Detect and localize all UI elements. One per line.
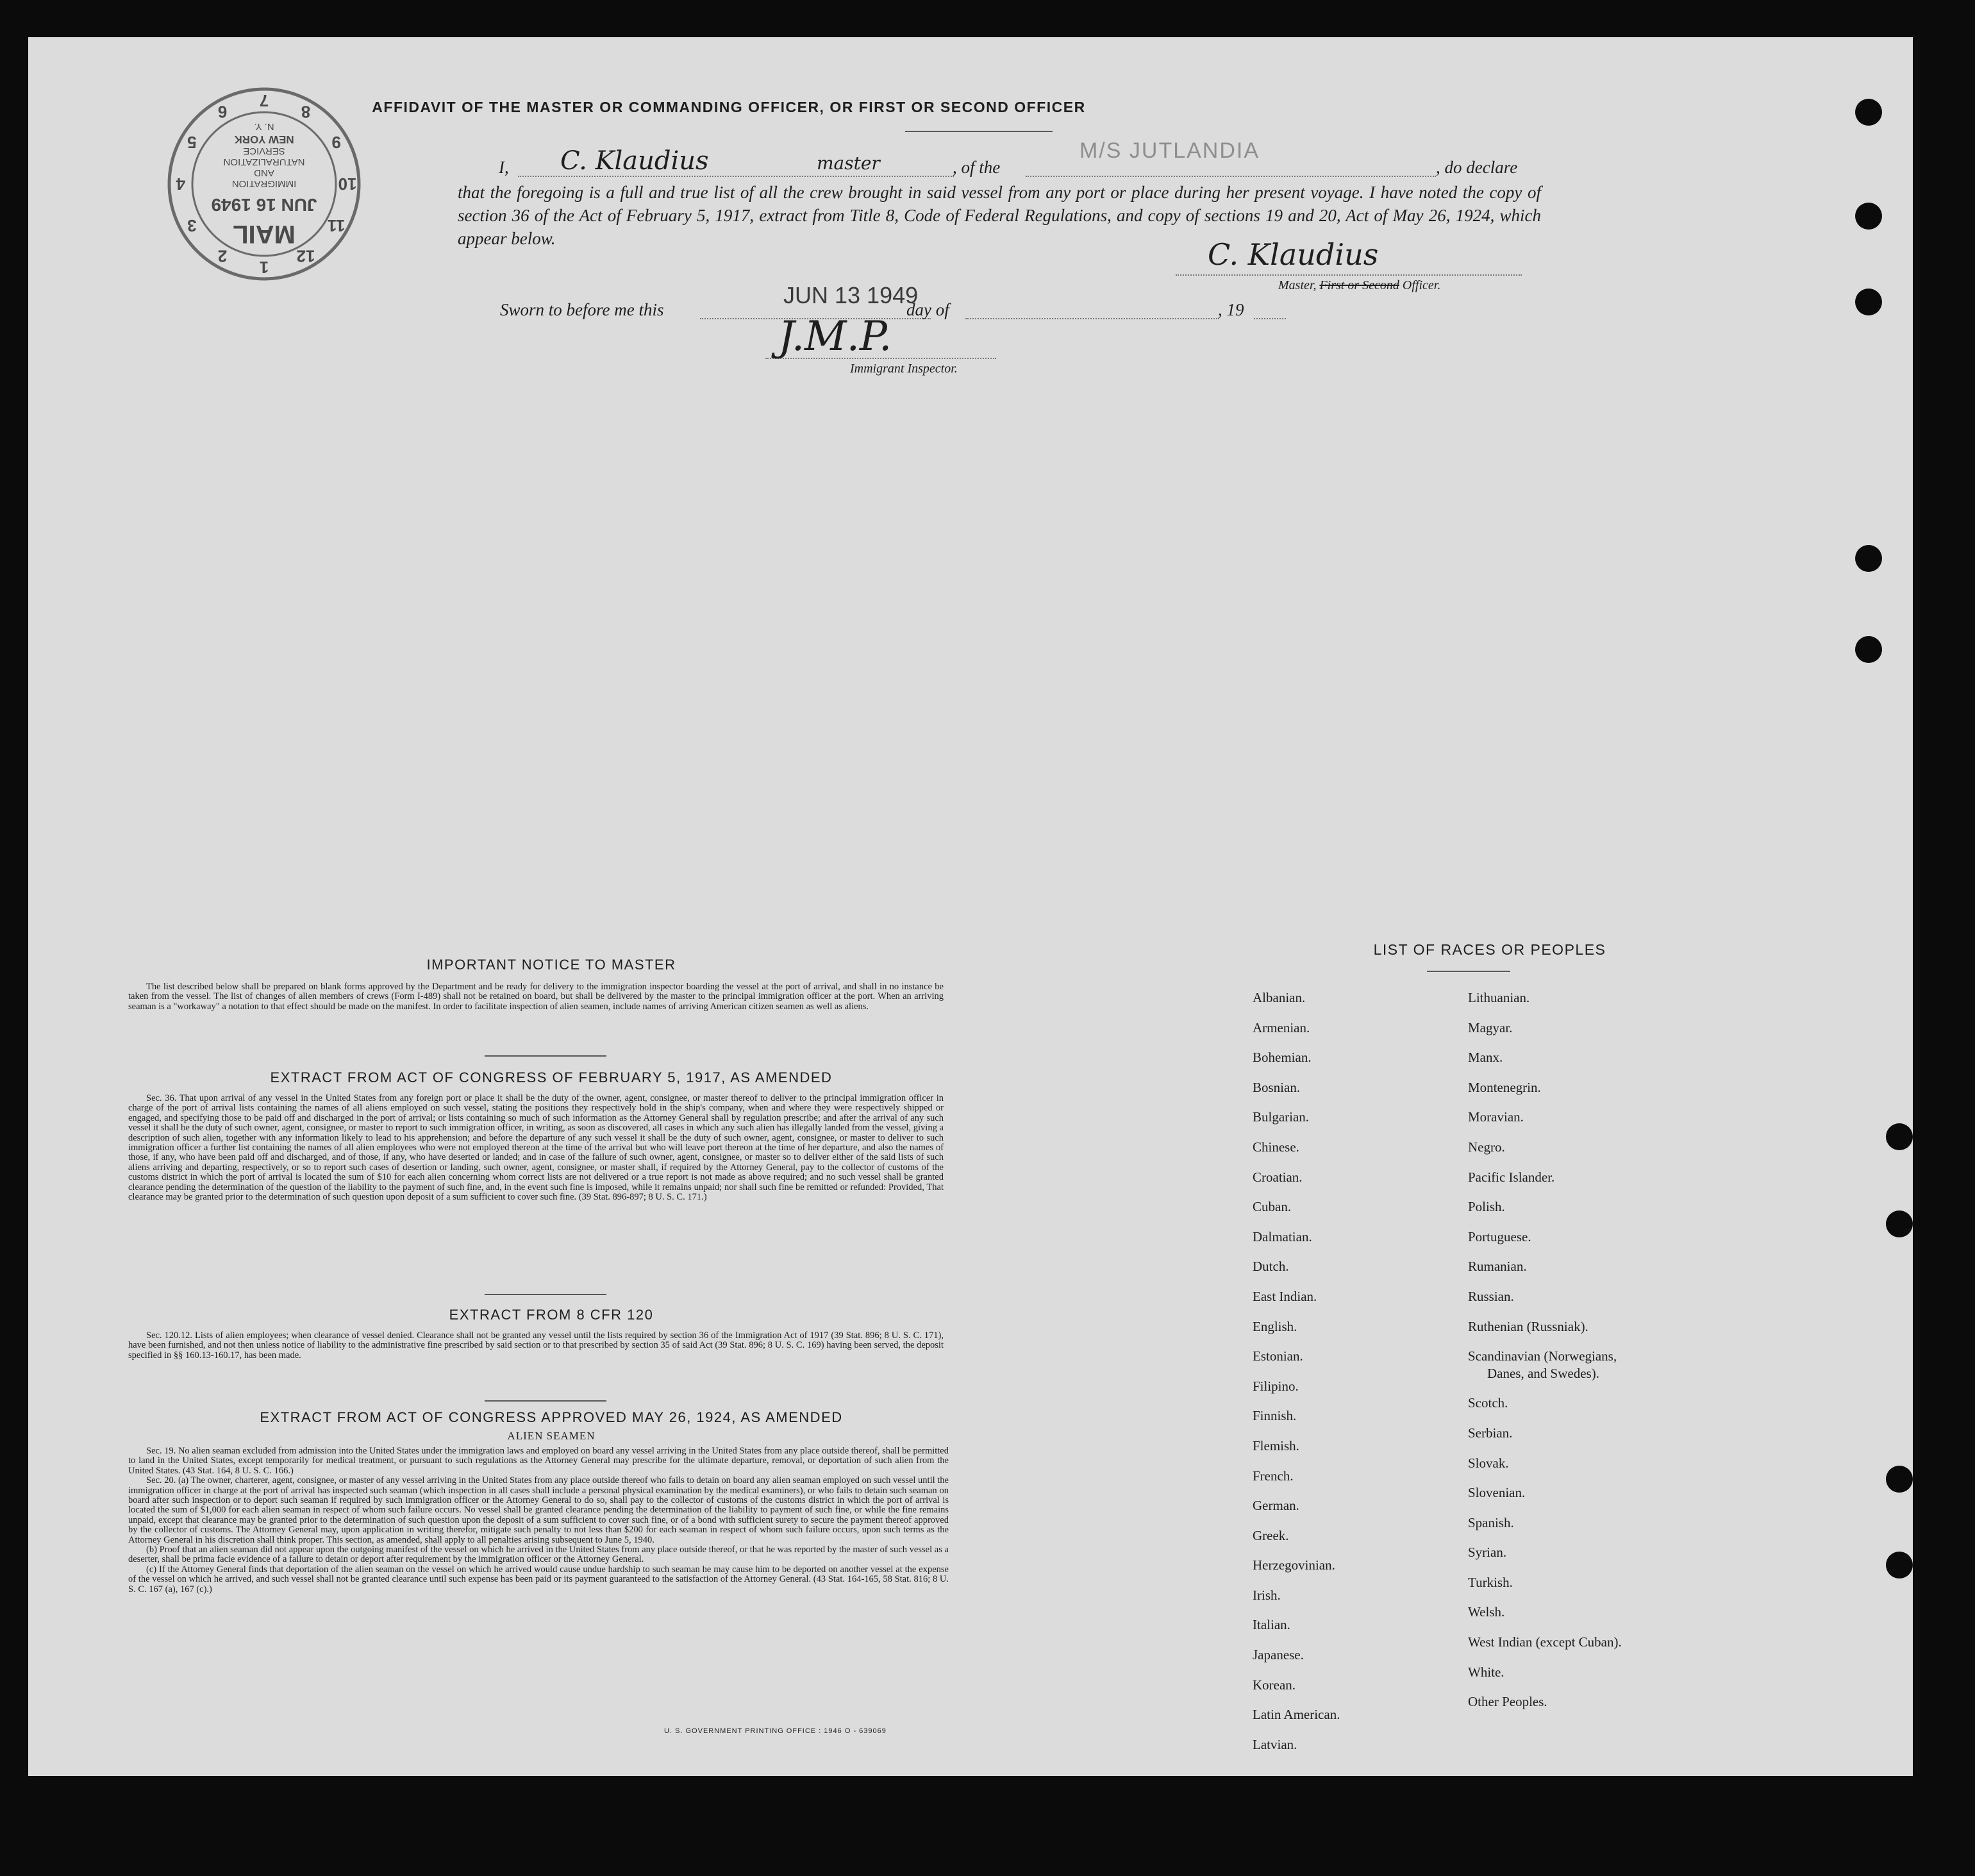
race-item: Armenian. bbox=[1253, 1019, 1310, 1035]
race-item: Herzegovinian. bbox=[1253, 1557, 1335, 1573]
race-item: Estonian. bbox=[1253, 1348, 1303, 1364]
divider bbox=[485, 1055, 606, 1057]
race-item: Spanish. bbox=[1468, 1514, 1514, 1530]
punch-hole bbox=[1886, 1466, 1913, 1493]
race-item: Polish. bbox=[1468, 1199, 1505, 1215]
punch-hole bbox=[1886, 1123, 1913, 1150]
sec-20a: Sec. 20. (a) The owner, charterer, agent, consignee, or master of any vessel arriving in the United States from any place outside thereof who fails to detain on board any alien seaman employed on such vessel until the immigration officer in charge at the port of arrival has inspected such seaman (which inspection in all cases shall include a personal physical examination by the medical examiners), or who fails to detain such seaman on board after such inspection or to deport such seaman if required by such immigration officer or the Attorney General to do so, shall pay to the collector of customs of the customs district in which the port of arrival is located the sum of $1,000 for each alien seaman in respect of whom such failure occurs. No vessel shall be granted clearance pending the determination of the liability to payment of such fine, or while the fine remains unpaid, except that clearance may be granted prior to the determination of such question upon the deposit of a sum sufficient to cover such fine, or of a bond with sufficient surety to secure the payment thereof approved by the collector of customs. The Attorney General may, upon application in writing therefor, mitigate such penalty to not less than $200 for each seaman in respect of whom such failure occurs, upon such terms as the Attorney General in his discretion shall think proper. This section, as amended, shall apply to all penalties arising subsequent to June 5, 1940. bbox=[128, 1475, 949, 1545]
race-item: Filipino. bbox=[1253, 1378, 1299, 1394]
extract-1917-title: EXTRACT FROM ACT OF CONGRESS OF FEBRUARY 5, 1917, AS AMENDED bbox=[270, 1069, 833, 1085]
race-item: Russian. bbox=[1468, 1288, 1514, 1304]
race-item: English. bbox=[1253, 1318, 1297, 1334]
race-item: Turkish. bbox=[1468, 1574, 1513, 1590]
races-title: LIST OF RACES OR PEOPLES bbox=[1373, 941, 1606, 958]
stamp-date: JUN 16 1949 bbox=[211, 195, 317, 215]
punch-hole bbox=[1855, 636, 1882, 663]
race-item: Bosnian. bbox=[1253, 1079, 1301, 1095]
race-item: Korean. bbox=[1253, 1677, 1296, 1693]
punch-hole bbox=[1855, 545, 1882, 572]
stamp-line: IMMIGRATION bbox=[231, 178, 297, 189]
race-item: Moravian. bbox=[1468, 1109, 1524, 1125]
sec-19: Sec. 19. No alien seaman excluded from admission into the United States under the immigration laws and employed on board any vessel arriving in the United States from any place outside thereof, shall be permitted to land in the United States, except temporarily for medical treatment, or pursuant to such regulations as the Attorney General may prescribe for the ultimate departure, removal, or deportation of such alien from the United States. (43 Stat. 164, 8 U. S. C. 166.) bbox=[128, 1446, 949, 1476]
stamp-ring-number: 4 bbox=[176, 174, 186, 194]
month-field-line bbox=[965, 318, 1219, 319]
race-item: Syrian. bbox=[1468, 1545, 1507, 1561]
race-item: Danes, and Swedes). bbox=[1487, 1365, 1599, 1381]
punch-hole bbox=[1855, 99, 1882, 126]
stamp-city: NEW YORK bbox=[234, 133, 294, 146]
punch-hole bbox=[1886, 1552, 1913, 1579]
race-item: Montenegrin. bbox=[1468, 1079, 1541, 1095]
stamp-ring-number: 3 bbox=[187, 216, 197, 235]
stamp-ring-number: 7 bbox=[259, 91, 269, 110]
stamp-ring-number: 2 bbox=[217, 246, 228, 266]
extract-1917-body: Sec. 36. That upon arrival of any vessel in the United States from any foreign port or place it shall be the duty of the owner, agent, consignee, or master thereof to deliver to the principal immigration officer in charge of the port of arrival lists containing the names of all aliens employed on such vessel, stating the positions they respectively hold in the ship's company, when and where they were respectively shipped or engaged, and specifying those to be paid off and discharged in the port of arrival; or lists containing so much of such information as the Attorney General shall by regulation prescribe; and after the arrival of any such vessel it shall be the duty of such owner, agent, consignee, or master to report to such immigration officer, in writing, as soon as discovered, all cases in which any such alien has illegally landed from the vessel, giving a description of such alien, together with any information likely to lead to his apprehension; and before the departure of any such vessel it shall be the duty of such owner, agent, consignee, or master to deliver to such immigration officer a further list containing the names of all alien employees who were not employed thereon at the time of the arrival but who will leave port thereon at the time of her departure, and also the names of those, if any, who have been paid off and discharged, and of those, if any, who have deserted or landed; and in case of the failure of such owner, agent, consignee, or master so to deliver either of the said lists of such aliens arriving and departing, respectively, or so to report such cases of desertion or landing, such owner, agent, consignee, or master shall, if required by the Attorney General, pay to the collector of customs of the customs district in which the port of arrival is located the sum of $10 for each alien concerning whom correct lists are not delivered or a true report is not made as above required; and no such vessel shall be granted clearance pending the determination of the question of the liability to the payment of such fine, and, in the event such fine is imposed, while it remains unpaid; nor shall such fine be remitted or refunded: Provided, That clearance may be granted prior to the determination of such question upon deposit of a sum sufficient to cover such fine. (39 Stat. 896-897; 8 U. S. C. 171.) bbox=[128, 1093, 944, 1203]
form-page bbox=[28, 37, 1913, 1776]
race-item: Irish. bbox=[1253, 1587, 1281, 1603]
stamp-ring-number: 11 bbox=[327, 216, 346, 235]
sec-20b: (b) Proof that an alien seaman did not appear upon the outgoing manifest of the vessel on which he arrived in the United States from any place outside thereof, or that he was reported by the master of such vessel as a deserter, shall be prima facie evidence of a failure to detain or deport after requirement by the immigration officer or the Attorney General. bbox=[128, 1545, 949, 1565]
race-item: Ruthenian (Russniak). bbox=[1468, 1318, 1588, 1334]
notice-title: IMPORTANT NOTICE TO MASTER bbox=[426, 957, 676, 973]
stamp-state: N. Y. bbox=[254, 121, 274, 132]
race-item: Dutch. bbox=[1253, 1259, 1289, 1275]
race-item: German. bbox=[1253, 1498, 1299, 1514]
race-item: Japanese. bbox=[1253, 1647, 1304, 1663]
extract-cfr-body: Sec. 120.12. Lists of alien employees; when clearance of vessel denied. Clearance shall not be granted any vessel until the lists required by section 36 of the Immigration Act of 1917 (39 Stat. 896; 8 U. S. C. 171), have been furnished, and not then unless notice of liability to the administrative fine prescribed by said section or to that prescribed by section 35 of said Act (39 Stat. 896; 8 U. S. C. 169) having been served, the deposit specified in §§ 160.13-160.17, has been made. bbox=[128, 1330, 944, 1361]
race-item: Rumanian. bbox=[1468, 1259, 1527, 1275]
stamp-type: MAIL bbox=[233, 220, 296, 248]
races-left-column bbox=[1253, 990, 1340, 1766]
inspector-label: Immigrant Inspector. bbox=[850, 362, 958, 376]
vessel-name-stamp: M/S JUTLANDIA bbox=[1079, 138, 1260, 163]
stamp-ring-number: 6 bbox=[217, 102, 228, 122]
divider bbox=[1427, 971, 1510, 972]
name-field-line bbox=[518, 176, 954, 177]
gpo-imprint: U. S. GOVERNMENT PRINTING OFFICE : 1946 O - 639069 bbox=[664, 1727, 887, 1735]
race-item: Other Peoples. bbox=[1468, 1694, 1547, 1710]
race-item: Flemish. bbox=[1253, 1437, 1299, 1453]
master-name-handwritten: C. Klaudius bbox=[560, 146, 709, 176]
master-officer-label: Master, First or Second Officer. bbox=[1278, 278, 1441, 292]
year-label: , 19 bbox=[1218, 300, 1244, 319]
day-of-label: day of bbox=[906, 300, 949, 319]
year-field-line bbox=[1254, 318, 1286, 319]
race-item: Albanian. bbox=[1253, 990, 1306, 1005]
stamp-ring-number: 12 bbox=[296, 246, 315, 266]
declaration-text: that the foregoing is a full and true list of all the crew brought in said vessel from any port or place during her present voyage. I have noted the copy of section 36 of the Act of February 5, 1917, extract from Title 8, Code of Federal Regulations, and copy of sections 19 and 20, Act of May 26, 1924, which appear below. bbox=[458, 183, 1541, 248]
extract-1924-body bbox=[128, 1446, 949, 1595]
race-item: Slovenian. bbox=[1468, 1485, 1526, 1501]
race-item: Negro. bbox=[1468, 1139, 1505, 1155]
race-item: Dalmatian. bbox=[1253, 1228, 1312, 1244]
race-item: Manx. bbox=[1468, 1050, 1503, 1066]
vessel-field-line bbox=[1026, 176, 1436, 177]
stamp-ring-number: 10 bbox=[338, 174, 357, 194]
race-item: Scandinavian (Norwegians, bbox=[1468, 1348, 1617, 1364]
race-item: West Indian (except Cuban). bbox=[1468, 1634, 1622, 1650]
race-item: Serbian. bbox=[1468, 1425, 1513, 1441]
master-rank-handwritten: master bbox=[817, 153, 880, 174]
race-item: Lithuanian. bbox=[1468, 990, 1530, 1005]
stamp-ring-number: 8 bbox=[301, 102, 311, 122]
stamp-ring-number: 5 bbox=[187, 133, 197, 152]
race-item: Welsh. bbox=[1468, 1604, 1505, 1620]
divider bbox=[905, 131, 1053, 132]
race-item: Pacific Islander. bbox=[1468, 1169, 1555, 1185]
race-item: Portuguese. bbox=[1468, 1228, 1531, 1244]
race-item: Finnish. bbox=[1253, 1408, 1297, 1424]
of-the-label: , of the bbox=[953, 158, 1001, 177]
master-signature: C. Klaudius bbox=[1208, 237, 1379, 272]
race-item: East Indian. bbox=[1253, 1288, 1317, 1304]
extract-cfr-title: EXTRACT FROM 8 CFR 120 bbox=[449, 1307, 654, 1323]
race-item: Chinese. bbox=[1253, 1139, 1299, 1155]
race-item: Scotch. bbox=[1468, 1395, 1508, 1411]
race-item: Italian. bbox=[1253, 1617, 1290, 1633]
stamp-line: AND bbox=[254, 167, 274, 178]
inspector-signature: J.M.P. bbox=[778, 313, 892, 360]
extract-1924-subtitle: ALIEN SEAMEN bbox=[507, 1430, 596, 1442]
race-item: White. bbox=[1468, 1664, 1504, 1680]
punch-hole bbox=[1886, 1210, 1913, 1237]
declaration-i: I, bbox=[499, 158, 509, 177]
signature-line bbox=[1176, 274, 1522, 276]
race-item: Magyar. bbox=[1468, 1019, 1513, 1035]
sec-20c: (c) If the Attorney General finds that deportation of the alien seaman on the vessel on which he arrived would cause undue hardship to such seaman he may cause him to be deported on another vessel at the expense of the vessel on which he arrived, and such vessel shall not be granted clearance until such expense has been paid or its payment guaranteed to the satisfaction of the Attorney General. (43 Stat. 164-165, 58 Stat. 816; 8 U. S. C. 167 (a), 167 (c).) bbox=[128, 1564, 949, 1595]
extract-1924-title: EXTRACT FROM ACT OF CONGRESS APPROVED MAY 26, 1924, AS AMENDED bbox=[260, 1409, 843, 1425]
notice-body: The list described below shall be prepared on blank forms approved by the Department and be ready for delivery to the immigration inspector boarding the vessel at the port of arrival, and shall in no instance be taken from the vessel. The list of changes of alien members of crews (Form I-489) shall not be retained on board, but shall be delivered by the master to the principal immigration officer at the port. When an arriving seaman is a "workaway" a notation to that effect should be made on the manifest. In order to facilitate inspection of alien seamen, include names of arriving American citizen seamen as well as aliens. bbox=[128, 982, 944, 1012]
race-item: Greek. bbox=[1253, 1527, 1289, 1543]
race-item: Cuban. bbox=[1253, 1199, 1292, 1215]
divider bbox=[485, 1400, 606, 1402]
stamp-ring-number: 1 bbox=[259, 258, 269, 277]
race-item: Slovak. bbox=[1468, 1455, 1509, 1471]
race-item: French. bbox=[1253, 1468, 1294, 1484]
sworn-date-stamp: JUN 13 1949 bbox=[783, 282, 919, 308]
stamp-line: NATURALIZATION bbox=[223, 156, 305, 167]
race-item: Bulgarian. bbox=[1253, 1109, 1310, 1125]
affidavit-title: AFFIDAVIT OF THE MASTER OR COMMANDING OFFICER, OR FIRST OR SECOND OFFICER bbox=[372, 99, 1086, 115]
race-item: Latvian. bbox=[1253, 1736, 1297, 1752]
stamp-line: SERVICE bbox=[243, 146, 285, 156]
punch-hole bbox=[1855, 203, 1882, 230]
do-declare-label: , do declare bbox=[1436, 158, 1518, 177]
races-right-column bbox=[1468, 990, 1622, 1724]
race-item: Bohemian. bbox=[1253, 1050, 1312, 1066]
divider bbox=[485, 1294, 606, 1295]
race-item: Croatian. bbox=[1253, 1169, 1303, 1185]
punch-hole bbox=[1855, 289, 1882, 315]
sworn-label: Sworn to before me this bbox=[500, 300, 664, 319]
stamp-ring-number: 9 bbox=[331, 133, 341, 152]
race-item: Latin American. bbox=[1253, 1707, 1340, 1723]
